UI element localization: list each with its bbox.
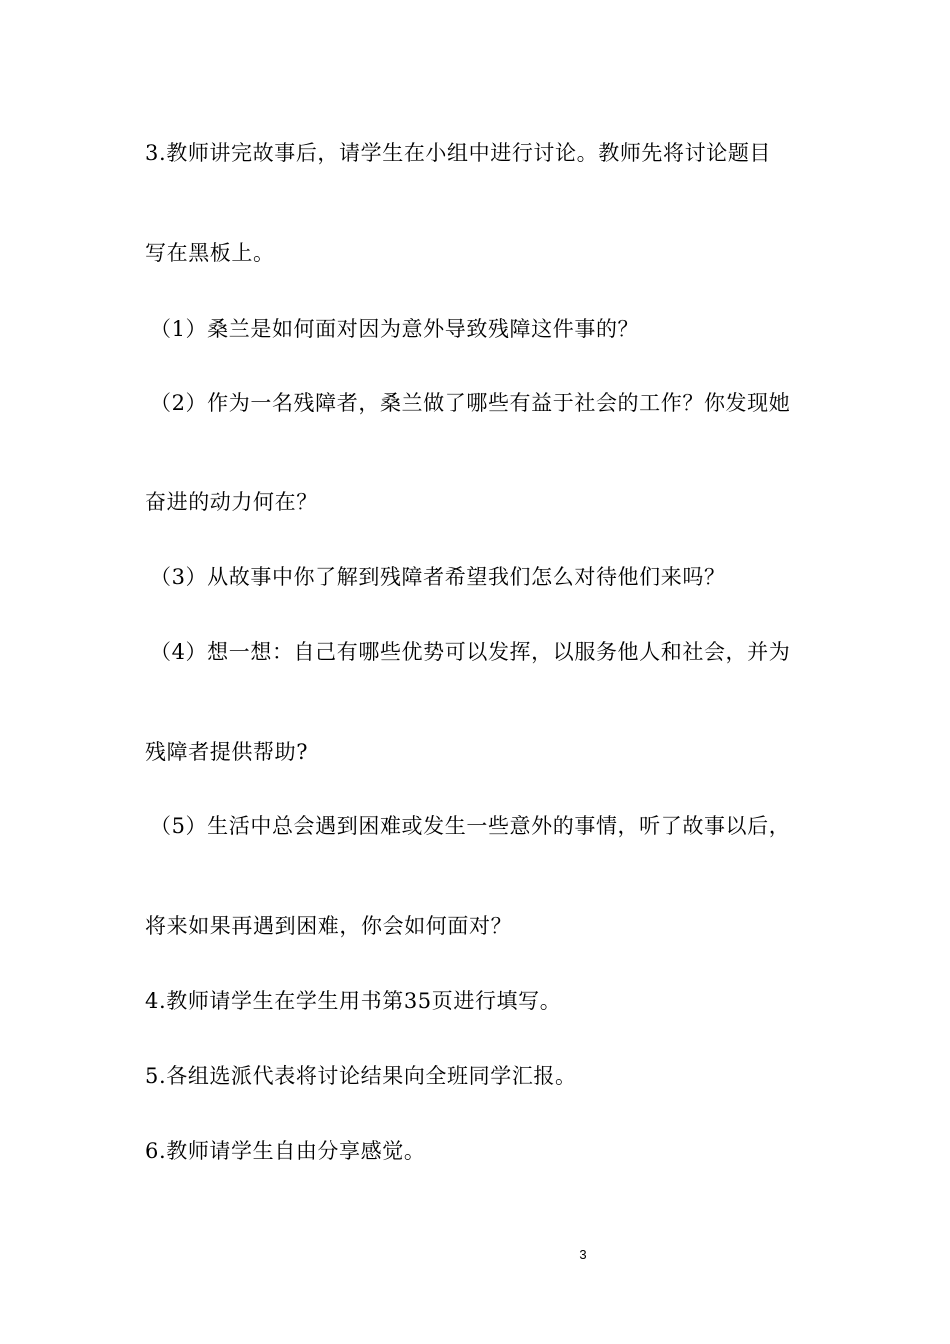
- step-6-line: 6.教师请学生自由分享感觉。: [145, 1139, 426, 1163]
- question-3-line: （3）从故事中你了解到残障者希望我们怎么对待他们来吗？: [150, 565, 726, 589]
- question-2-line: （2）作为一名残障者，桑兰做了哪些有益于社会的工作？你发现她: [150, 391, 791, 415]
- step-5-line: 5.各组选派代表将讨论结果向全班同学汇报。: [145, 1064, 577, 1088]
- paragraph-line: 3.教师讲完故事后，请学生在小组中进行讨论。教师先将讨论题目: [145, 141, 772, 165]
- question-4-continuation: 残障者提供帮助?: [145, 740, 309, 764]
- question-5-line: （5）生活中总会遇到困难或发生一些意外的事情，听了故事以后，: [150, 814, 791, 838]
- paragraph-line: 写在黑板上。: [145, 241, 275, 265]
- question-2-continuation: 奋进的动力何在？: [145, 490, 318, 514]
- step-4-line: 4.教师请学生在学生用书第35页进行填写。: [145, 989, 562, 1013]
- page-number: 3: [579, 1247, 587, 1262]
- question-5-continuation: 将来如果再遇到困难，你会如何面对？: [145, 914, 513, 938]
- question-1-line: （1）桑兰是如何面对因为意外导致残障这件事的？: [150, 317, 640, 341]
- question-4-line: （4）想一想：自己有哪些优势可以发挥，以服务他人和社会，并为: [150, 640, 791, 664]
